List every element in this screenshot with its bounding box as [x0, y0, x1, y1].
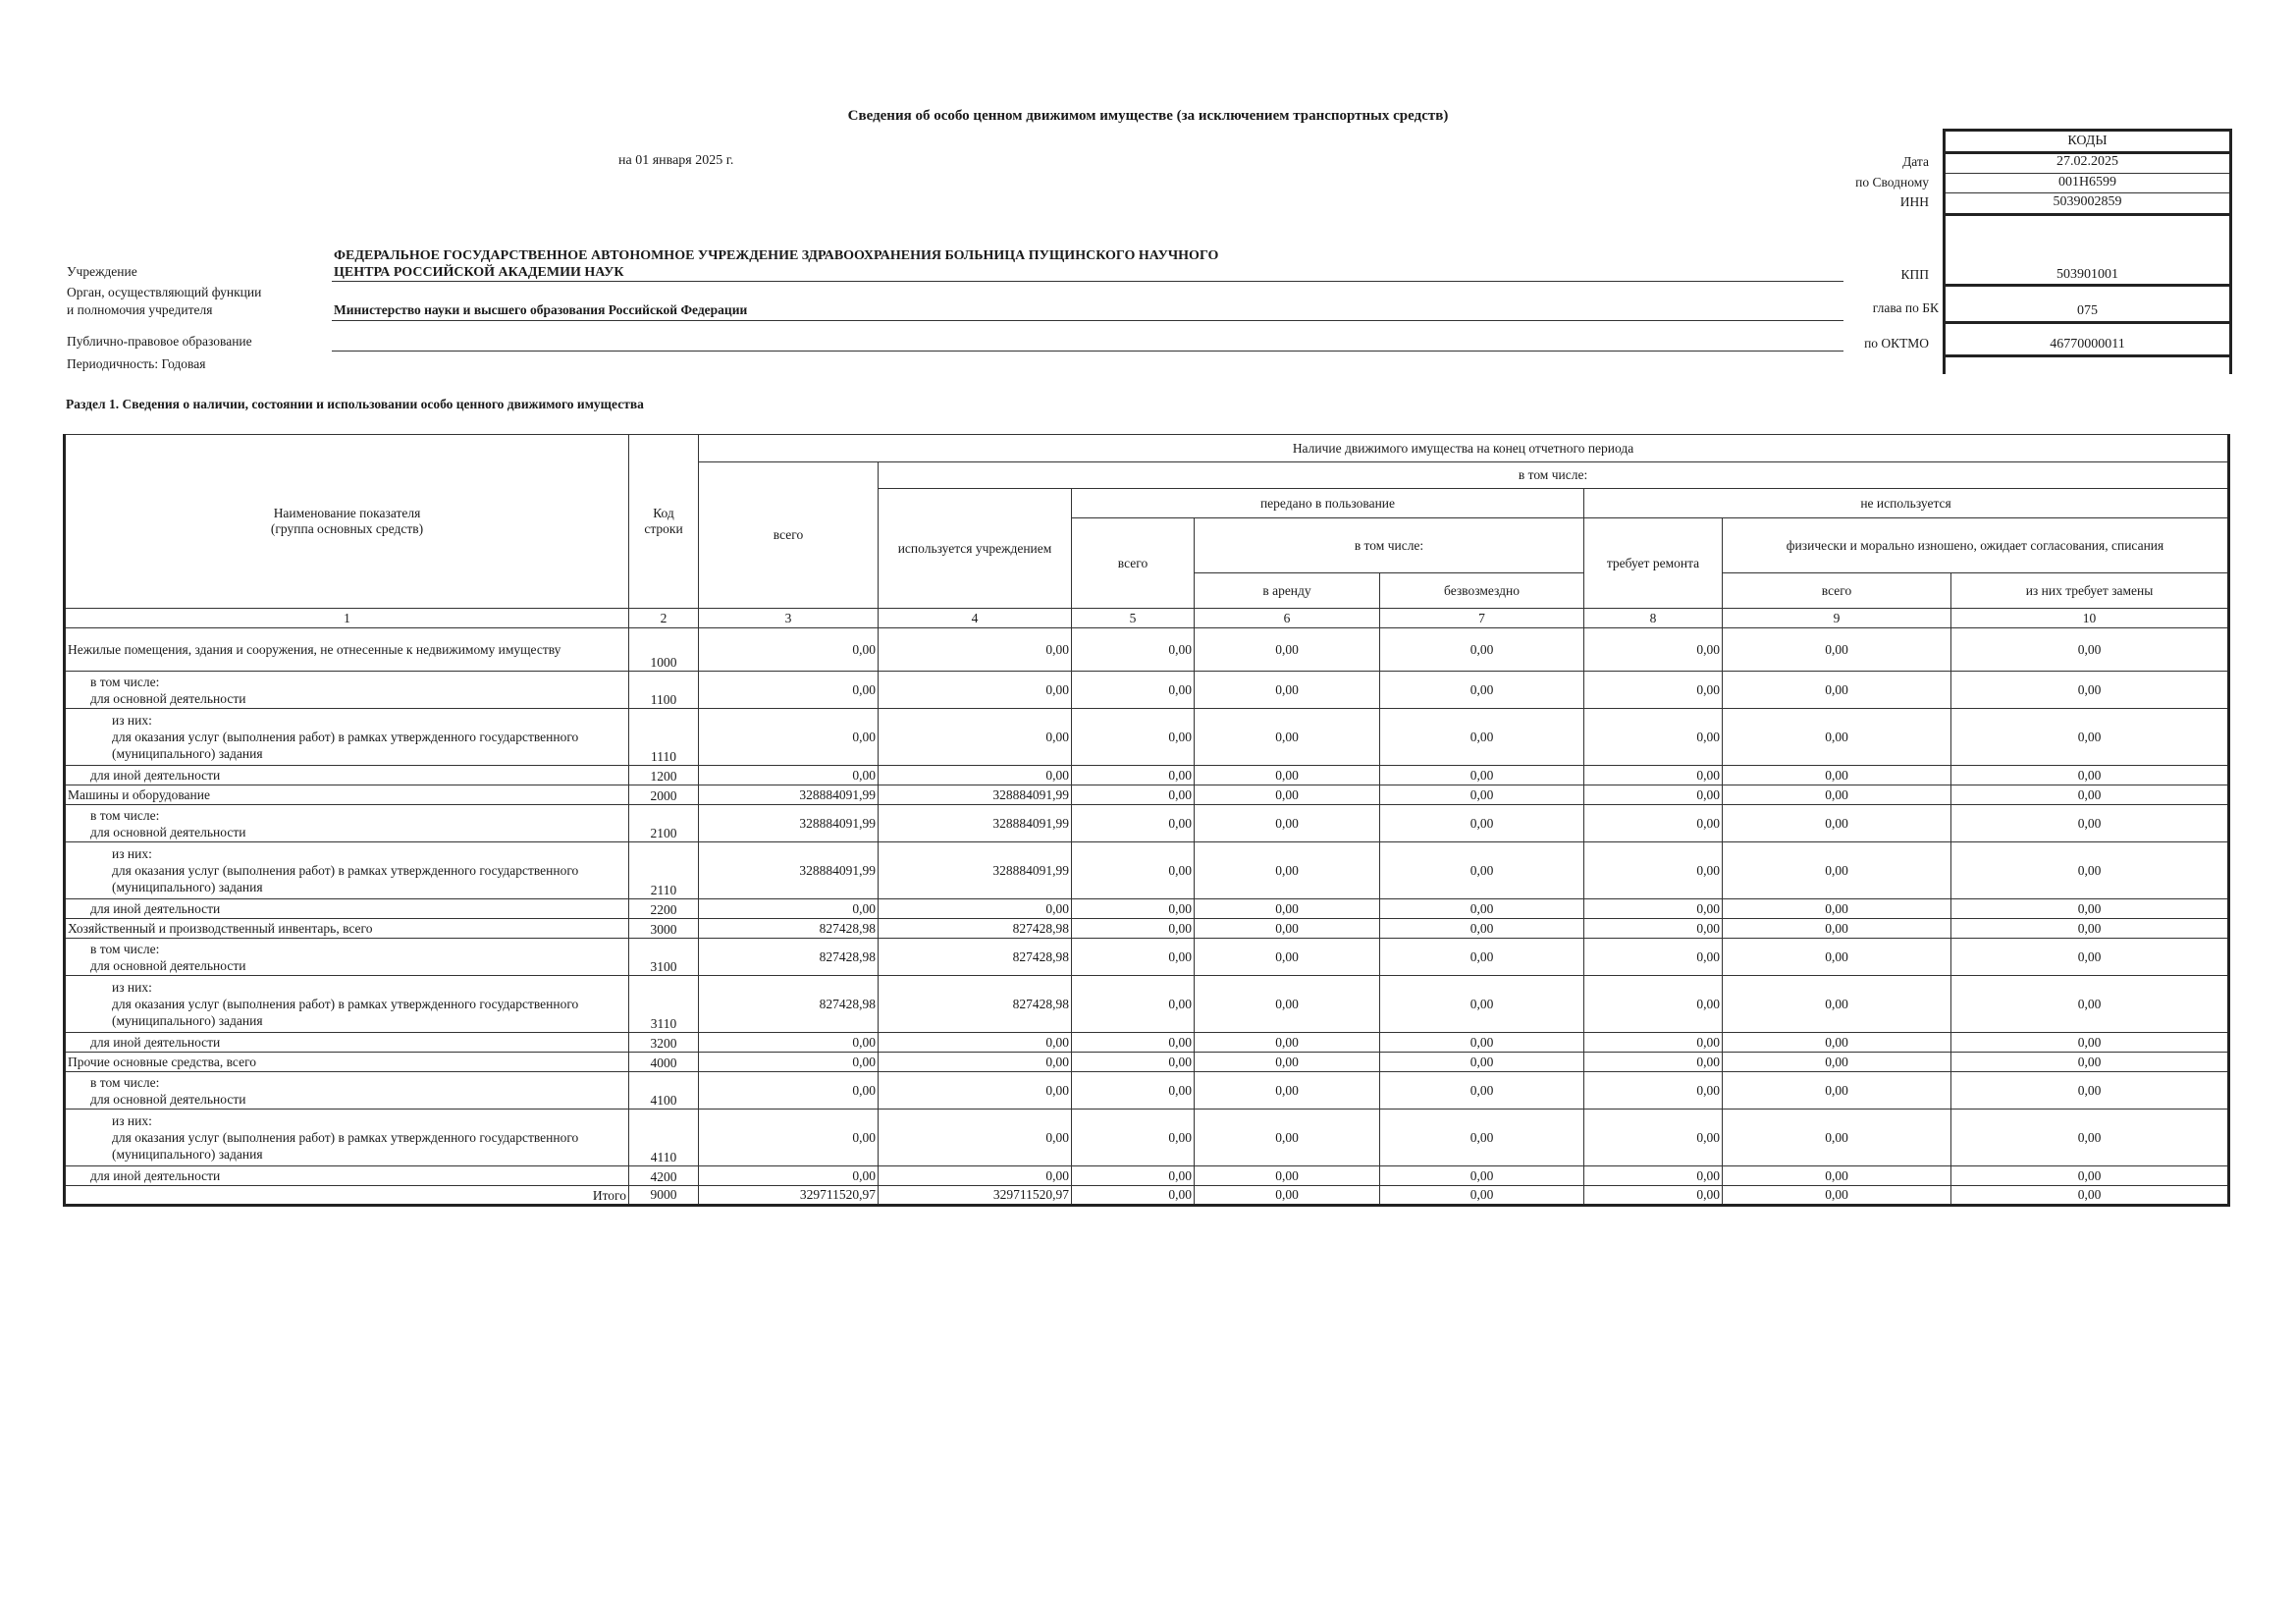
- row-code: 2000: [629, 785, 699, 805]
- row-value: 0,00: [699, 766, 879, 785]
- row-value: 0,00: [1195, 672, 1380, 709]
- row-name: [65, 1053, 629, 1072]
- row-value: 827428,98: [699, 919, 879, 939]
- public-entity-label: Публично-правовое образование: [67, 334, 252, 349]
- header-total: всего: [699, 462, 879, 609]
- row-value: 0,00: [879, 766, 1072, 785]
- row-value: 0,00: [1195, 842, 1380, 899]
- row-value: 0,00: [1584, 709, 1723, 766]
- row-code: 3100: [629, 939, 699, 976]
- table-row: [65, 1033, 2229, 1053]
- table-row: [65, 919, 2229, 939]
- col-number: 3: [699, 609, 879, 628]
- row-value: 0,00: [1072, 899, 1195, 919]
- row-value: 0,00: [1951, 842, 2229, 899]
- code-value-inn: 5039002859: [2053, 194, 2122, 209]
- row-value: 0,00: [1195, 805, 1380, 842]
- row-value: 0,00: [879, 899, 1072, 919]
- header-worn-out: физически и морально изношено, ожидает согласования, списания: [1723, 518, 2229, 573]
- column-numbers-row: [65, 609, 2229, 628]
- row-value: 0,00: [699, 1033, 879, 1053]
- row-value: 0,00: [1951, 1166, 2229, 1186]
- code-label-date: Дата: [1902, 154, 1929, 169]
- row-value: 0,00: [699, 672, 879, 709]
- row-code: 1000: [629, 628, 699, 672]
- row-name-line: в том числе:: [90, 674, 160, 689]
- row-value: 328884091,99: [699, 785, 879, 805]
- row-value: 0,00: [699, 1053, 879, 1072]
- header-not-used: не используется: [1584, 489, 2229, 518]
- total-value: 0,00: [1195, 1186, 1380, 1206]
- row-value: 0,00: [699, 899, 879, 919]
- row-name-line: в том числе:: [90, 1074, 160, 1090]
- founder-name: Министерство науки и высшего образования Российской Федерации: [334, 302, 748, 317]
- code-label-consolidated: по Сводному: [1855, 175, 1929, 189]
- report-date: на 01 января 2025 г.: [618, 153, 734, 168]
- row-value: 0,00: [1951, 1033, 2229, 1053]
- row-value: 0,00: [1951, 919, 2229, 939]
- code-value-kpp: 503901001: [2056, 267, 2118, 282]
- row-value: 0,00: [1951, 805, 2229, 842]
- row-value: 0,00: [1195, 899, 1380, 919]
- header-needs-repair: требует ремонта: [1584, 518, 1723, 609]
- row-value: 0,00: [1072, 842, 1195, 899]
- row-name-line: для иной деятельности: [90, 768, 221, 783]
- institution-name-line1: ФЕДЕРАЛЬНОЕ ГОСУДАРСТВЕННОЕ АВТОНОМНОЕ УЧРЕЖДЕНИЕ ЗДРАВООХРАНЕНИЯ БОЛЬНИЦА ПУЩИНСКОГО НАУЧНОГО: [334, 248, 1219, 263]
- row-value: 0,00: [1072, 672, 1195, 709]
- header-transferred-total: всего: [1072, 518, 1195, 609]
- header-used-by-institution: используется учреждением: [879, 489, 1072, 609]
- row-value: 0,00: [1380, 1053, 1584, 1072]
- row-value: 0,00: [1723, 1166, 1951, 1186]
- row-value: 0,00: [879, 1072, 1072, 1110]
- row-code: 2100: [629, 805, 699, 842]
- row-value: 0,00: [1951, 766, 2229, 785]
- row-value: 0,00: [1072, 805, 1195, 842]
- table-row: [65, 709, 2229, 766]
- row-value: 0,00: [1723, 766, 1951, 785]
- row-name-line: (муниципального) задания: [112, 880, 263, 894]
- row-value: 0,00: [1380, 899, 1584, 919]
- row-value: 0,00: [699, 1166, 879, 1186]
- row-value: 0,00: [1584, 672, 1723, 709]
- row-name-line: из них:: [112, 846, 152, 861]
- row-name: [65, 1072, 629, 1110]
- row-code: 1110: [629, 709, 699, 766]
- row-code: 4000: [629, 1053, 699, 1072]
- row-name: [65, 939, 629, 976]
- row-value: 0,00: [1380, 1033, 1584, 1053]
- total-code: 9000: [629, 1186, 699, 1206]
- row-name: [65, 919, 629, 939]
- row-value: 0,00: [879, 628, 1072, 672]
- row-name-line: для основной деятельности: [90, 824, 246, 839]
- table-body: [65, 628, 2229, 1206]
- row-value: 0,00: [1072, 919, 1195, 939]
- row-value: 0,00: [1723, 939, 1951, 976]
- total-value: 329711520,97: [879, 1186, 1072, 1206]
- total-row: [65, 1186, 2229, 1206]
- row-value: 0,00: [1951, 1072, 2229, 1110]
- row-name-line: в том числе:: [90, 807, 160, 823]
- row-name-line: из них:: [112, 1113, 152, 1128]
- row-value: 0,00: [1584, 766, 1723, 785]
- row-name: [65, 1110, 629, 1166]
- code-value-date: 27.02.2025: [2056, 154, 2118, 169]
- row-value: 827428,98: [879, 919, 1072, 939]
- table-header: [65, 435, 2229, 628]
- table-row: [65, 785, 2229, 805]
- header-rent: в аренду: [1195, 573, 1380, 609]
- row-value: 0,00: [699, 628, 879, 672]
- row-name-line: для основной деятельности: [90, 957, 246, 973]
- row-value: 0,00: [1584, 1110, 1723, 1166]
- row-value: 0,00: [1380, 709, 1584, 766]
- header-code-cell: [629, 435, 699, 609]
- row-code: 2110: [629, 842, 699, 899]
- row-name-line: для оказания услуг (выполнения работ) в рамках утвержденного государственного: [112, 730, 579, 744]
- row-value: 328884091,99: [879, 785, 1072, 805]
- row-value: 0,00: [1951, 672, 2229, 709]
- row-value: 0,00: [1723, 1033, 1951, 1053]
- total-value: 0,00: [1072, 1186, 1195, 1206]
- col-number: 4: [879, 609, 1072, 628]
- row-value: 0,00: [1072, 628, 1195, 672]
- row-value: 0,00: [1380, 766, 1584, 785]
- row-value: 0,00: [1072, 1072, 1195, 1110]
- row-value: 0,00: [879, 1166, 1072, 1186]
- row-value: 0,00: [879, 1053, 1072, 1072]
- code-value-oktmo: 46770000011: [2050, 337, 2125, 352]
- row-value: 0,00: [1723, 899, 1951, 919]
- row-value: 0,00: [1584, 1072, 1723, 1110]
- periodicity-label: Периодичность: Годовая: [67, 356, 206, 371]
- table-row: [65, 766, 2229, 785]
- row-value: 0,00: [1584, 1033, 1723, 1053]
- row-value: 0,00: [1951, 939, 2229, 976]
- row-value: 0,00: [1380, 805, 1584, 842]
- total-value: 329711520,97: [699, 1186, 879, 1206]
- table-row: [65, 1072, 2229, 1110]
- row-name-line: для оказания услуг (выполнения работ) в рамках утвержденного государственного: [112, 997, 579, 1011]
- row-value: 0,00: [1195, 785, 1380, 805]
- row-value: 0,00: [1072, 709, 1195, 766]
- code-label-inn: ИНН: [1899, 194, 1929, 209]
- row-code: 3000: [629, 919, 699, 939]
- row-name-line: для иной деятельности: [90, 901, 221, 916]
- row-value: 0,00: [1723, 805, 1951, 842]
- row-value: 0,00: [879, 709, 1072, 766]
- row-name: [65, 766, 629, 785]
- col-number: 7: [1380, 609, 1584, 628]
- row-value: 0,00: [1195, 919, 1380, 939]
- row-value: 0,00: [1723, 785, 1951, 805]
- row-value: 0,00: [1951, 1053, 2229, 1072]
- row-value: 0,00: [1072, 976, 1195, 1033]
- row-value: 0,00: [1584, 628, 1723, 672]
- row-value: 0,00: [1723, 919, 1951, 939]
- row-value: 0,00: [1072, 1166, 1195, 1186]
- total-value: 0,00: [1584, 1186, 1723, 1206]
- row-value: 0,00: [1195, 1053, 1380, 1072]
- row-code: 4200: [629, 1166, 699, 1186]
- table-row: [65, 628, 2229, 672]
- row-value: 0,00: [1195, 628, 1380, 672]
- row-name-line: для основной деятельности: [90, 1091, 246, 1107]
- row-value: 0,00: [1072, 1033, 1195, 1053]
- header-worn-total: всего: [1723, 573, 1951, 609]
- row-name-line: для оказания услуг (выполнения работ) в рамках утвержденного государственного: [112, 1130, 579, 1145]
- row-value: 0,00: [1723, 709, 1951, 766]
- row-name-line: для иной деятельности: [90, 1035, 221, 1050]
- row-value: 0,00: [1951, 628, 2229, 672]
- row-value: 0,00: [1723, 1072, 1951, 1110]
- header-transferred-including: в том числе:: [1195, 518, 1584, 573]
- row-value: 328884091,99: [699, 805, 879, 842]
- row-name-line: Машины и оборудование: [68, 787, 210, 802]
- col-number: 2: [629, 609, 699, 628]
- code-label-budget-chapter: глава по БК: [1872, 300, 1939, 315]
- row-name-line: из них:: [112, 713, 152, 728]
- row-value: 0,00: [1380, 628, 1584, 672]
- table-row: [65, 1166, 2229, 1186]
- header-free: безвозмездно: [1380, 573, 1584, 609]
- row-name: [65, 672, 629, 709]
- row-value: 0,00: [1723, 1110, 1951, 1166]
- institution-name-line2: ЦЕНТРА РОССИЙСКОЙ АКАДЕМИИ НАУК: [334, 265, 624, 280]
- row-value: 0,00: [1951, 976, 2229, 1033]
- header-code-line2: строки: [644, 521, 683, 536]
- row-code: 1200: [629, 766, 699, 785]
- row-value: 0,00: [1072, 1053, 1195, 1072]
- row-code: 3200: [629, 1033, 699, 1053]
- row-value: 0,00: [1584, 785, 1723, 805]
- row-value: 0,00: [1951, 1110, 2229, 1166]
- row-value: 0,00: [1195, 1110, 1380, 1166]
- row-value: 0,00: [1723, 842, 1951, 899]
- row-name-line: Прочие основные средства, всего: [68, 1055, 257, 1069]
- row-value: 0,00: [1584, 939, 1723, 976]
- table-row: [65, 1053, 2229, 1072]
- row-value: 0,00: [699, 709, 879, 766]
- row-value: 0,00: [1584, 805, 1723, 842]
- codes-header: КОДЫ: [2067, 134, 2108, 148]
- row-value: 827428,98: [879, 939, 1072, 976]
- row-name: [65, 628, 629, 672]
- header-including: в том числе:: [879, 462, 2229, 489]
- row-name-line: из них:: [112, 980, 152, 995]
- row-value: 827428,98: [699, 939, 879, 976]
- row-value: 0,00: [1195, 1072, 1380, 1110]
- row-name-line: (муниципального) задания: [112, 1147, 263, 1162]
- founder-label-line2: и полномочия учредителя: [67, 302, 213, 317]
- row-value: 328884091,99: [879, 805, 1072, 842]
- row-value: 0,00: [1951, 785, 2229, 805]
- row-name-line: (муниципального) задания: [112, 1013, 263, 1028]
- row-code: 3110: [629, 976, 699, 1033]
- row-value: 0,00: [1380, 939, 1584, 976]
- table-row: [65, 976, 2229, 1033]
- row-value: 0,00: [1195, 1166, 1380, 1186]
- row-value: 0,00: [1380, 976, 1584, 1033]
- institution-label: Учреждение: [67, 264, 137, 279]
- row-name-line: в том числе:: [90, 941, 160, 956]
- row-value: 0,00: [699, 1072, 879, 1110]
- col-number: 10: [1951, 609, 2229, 628]
- table-row: [65, 939, 2229, 976]
- row-value: 0,00: [1072, 1110, 1195, 1166]
- row-value: 0,00: [1723, 628, 1951, 672]
- row-value: 328884091,99: [879, 842, 1072, 899]
- row-value: 0,00: [1380, 672, 1584, 709]
- codes-box: [1943, 129, 2232, 374]
- row-name: [65, 1166, 629, 1186]
- total-value: 0,00: [1723, 1186, 1951, 1206]
- row-value: 0,00: [879, 1033, 1072, 1053]
- row-value: 0,00: [1195, 709, 1380, 766]
- row-value: 0,00: [1072, 766, 1195, 785]
- row-value: 0,00: [1584, 1166, 1723, 1186]
- row-value: 0,00: [1195, 1033, 1380, 1053]
- row-name-line: для оказания услуг (выполнения работ) в рамках утвержденного государственного: [112, 863, 579, 878]
- property-table: [63, 434, 2230, 1207]
- row-value: 0,00: [879, 1110, 1072, 1166]
- header-availability: Наличие движимого имущества на конец отчетного периода: [699, 435, 2229, 462]
- code-label-kpp: КПП: [1900, 267, 1929, 282]
- code-label-oktmo: по ОКТМО: [1864, 336, 1929, 351]
- row-code: 2200: [629, 899, 699, 919]
- row-value: 0,00: [1584, 1053, 1723, 1072]
- header-name-cell: [65, 435, 629, 609]
- row-value: 0,00: [1380, 842, 1584, 899]
- table-row: [65, 1110, 2229, 1166]
- table-row: [65, 672, 2229, 709]
- row-value: 0,00: [1951, 899, 2229, 919]
- row-name-line: Нежилые помещения, здания и сооружения, не отнесенные к недвижимому имуществу: [68, 642, 561, 657]
- row-value: 0,00: [1195, 976, 1380, 1033]
- row-name-line: для иной деятельности: [90, 1168, 221, 1183]
- row-value: 0,00: [1380, 1072, 1584, 1110]
- header-name-line1: Наименование показателя: [273, 506, 421, 520]
- section-title: Раздел 1. Сведения о наличии, состоянии и использовании особо ценного движимого имущества: [66, 397, 644, 411]
- row-value: 0,00: [1072, 785, 1195, 805]
- header-transferred: передано в пользование: [1072, 489, 1584, 518]
- row-code: 1100: [629, 672, 699, 709]
- total-value: 0,00: [1380, 1186, 1584, 1206]
- row-name: [65, 976, 629, 1033]
- row-name-line: для основной деятельности: [90, 690, 246, 706]
- row-value: 0,00: [1380, 1166, 1584, 1186]
- row-name: [65, 805, 629, 842]
- total-label: Итого: [65, 1186, 629, 1206]
- row-value: 0,00: [1584, 842, 1723, 899]
- col-number: 9: [1723, 609, 1951, 628]
- row-value: 0,00: [1951, 709, 2229, 766]
- code-value-budget-chapter: 075: [2077, 303, 2098, 318]
- code-value-consolidated: 001Н6599: [2057, 175, 2117, 189]
- row-value: 328884091,99: [699, 842, 879, 899]
- col-number: 6: [1195, 609, 1380, 628]
- row-value: 827428,98: [699, 976, 879, 1033]
- header-needs-replacement: из них требует замены: [1951, 573, 2229, 609]
- row-name: [65, 785, 629, 805]
- row-value: 0,00: [1723, 976, 1951, 1033]
- row-value: 0,00: [1195, 766, 1380, 785]
- row-value: 0,00: [1723, 672, 1951, 709]
- table-row: [65, 805, 2229, 842]
- row-value: 0,00: [1723, 1053, 1951, 1072]
- row-value: 0,00: [1072, 939, 1195, 976]
- row-name: [65, 709, 629, 766]
- row-value: 0,00: [879, 672, 1072, 709]
- total-value: 0,00: [1951, 1186, 2229, 1206]
- row-code: 4110: [629, 1110, 699, 1166]
- document-title: Сведения об особо ценном движимом имуществе (за исключением транспортных средств): [847, 108, 1449, 124]
- row-value: 827428,98: [879, 976, 1072, 1033]
- col-number: 5: [1072, 609, 1195, 628]
- row-code: 4100: [629, 1072, 699, 1110]
- col-number: 1: [65, 609, 629, 628]
- header-code-line1: Код: [653, 506, 674, 520]
- header-name-line2: (группа основных средств): [270, 521, 424, 536]
- row-name: [65, 1033, 629, 1053]
- founder-label-line1: Орган, осуществляющий функции: [67, 285, 262, 299]
- row-name: [65, 899, 629, 919]
- table-row: [65, 842, 2229, 899]
- row-value: 0,00: [1584, 899, 1723, 919]
- table-row: [65, 899, 2229, 919]
- row-value: 0,00: [1584, 919, 1723, 939]
- row-value: 0,00: [699, 1110, 879, 1166]
- row-value: 0,00: [1380, 919, 1584, 939]
- row-value: 0,00: [1195, 939, 1380, 976]
- row-name: [65, 842, 629, 899]
- row-value: 0,00: [1584, 976, 1723, 1033]
- col-number: 8: [1584, 609, 1723, 628]
- row-name-line: Хозяйственный и производственный инвентарь, всего: [68, 921, 373, 936]
- row-name-line: (муниципального) задания: [112, 746, 263, 761]
- row-value: 0,00: [1380, 785, 1584, 805]
- row-value: 0,00: [1380, 1110, 1584, 1166]
